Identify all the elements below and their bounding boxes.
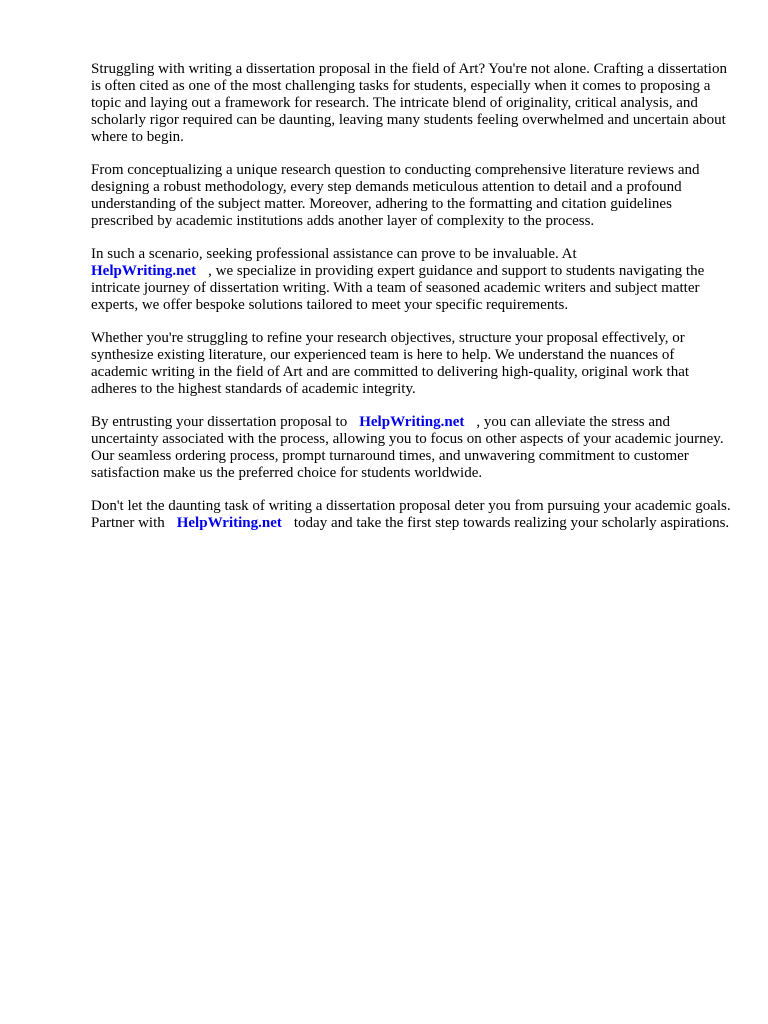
paragraph-assistance-text-after: , we specialize in providing expert guidance and support to students navigating the intricate journey of dissertation writing. With a team of seasoned academic writers and subject matter experts, we offer bespoke solutions tailored to meet your specific requirements. — [91, 263, 705, 313]
paragraph-entrusting-text-before: By entrusting your dissertation proposal to — [91, 414, 348, 430]
paragraph-challenges: From conceptualizing a unique research question to conducting comprehensive literature reviews and designing a robust methodology, every step demands meticulous attention to detail and a profound understanding of the subject matter. Moreover, adhering to the formatting and citation guidelines prescribed by academic institutions adds another layer of complexity to the process. — [91, 162, 700, 229]
helpwriting-link-2[interactable]: HelpWriting.net — [359, 414, 465, 430]
paragraph-assistance-text-before: In such a scenario, seeking professional assistance can prove to be invaluable. At — [91, 246, 577, 262]
paragraph-closing-text-before: Don't let the daunting task of writing a dissertation proposal deter you from pursuing your academic goals. Partner with — [91, 498, 731, 531]
paragraph-intro: Struggling with writing a dissertation proposal in the field of Art? You're not alone. Crafting a dissertation is often cited as one of the most challenging tasks for students, especially when it comes to proposing a topic and laying out a framework for research. The intricate blend of originality, critical analysis, and scholarly rigor required can be daunting, leaving many students feeling overwhelmed and uncertain about where to begin. — [91, 61, 727, 145]
paragraph-closing-text-after: today and take the first step towards realizing your scholarly aspirations. — [293, 515, 730, 531]
document-body — [91, 61, 731, 548]
helpwriting-link-3[interactable]: HelpWriting.net — [176, 515, 282, 531]
paragraph-entrusting-text-after: , you can alleviate the stress and uncertainty associated with the process, allowing you to focus on other aspects of your academic journey. Our seamless ordering process, prompt turnaround times, and unwavering commitment to customer satisfaction make us the preferred choice for students worldwide. — [91, 414, 724, 481]
paragraph-entrusting — [91, 414, 731, 482]
paragraph-closing — [91, 498, 731, 532]
paragraph-team: Whether you're struggling to refine your research objectives, structure your proposal effectively, or synthesize existing literature, our experienced team is here to help. We understand the nuances of academic writing in the field of Art and are committed to delivering high-quality, original work that adheres to the highest standards of academic integrity. — [91, 330, 690, 397]
helpwriting-link-1[interactable]: HelpWriting.net — [91, 263, 197, 279]
paragraph-assistance — [91, 246, 731, 314]
